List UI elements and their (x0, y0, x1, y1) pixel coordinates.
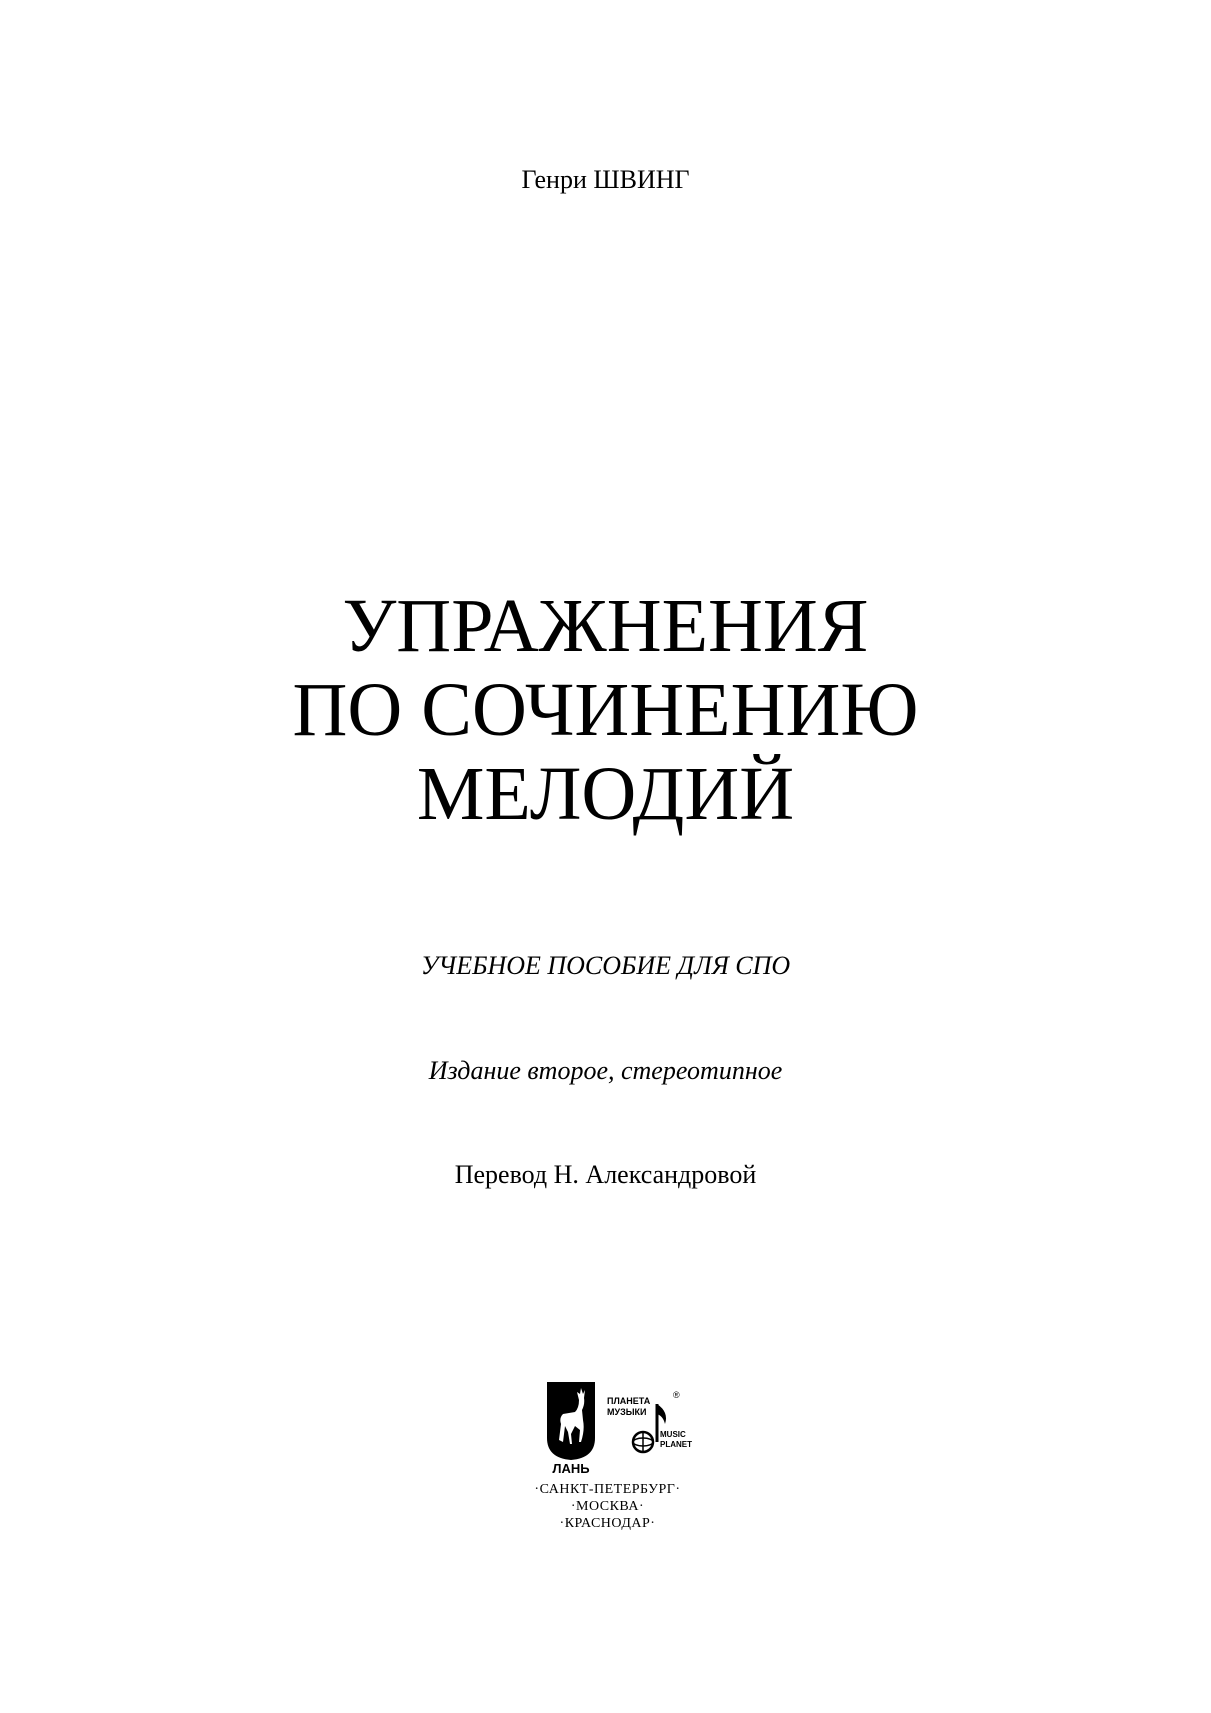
author-name: Генри ШВИНГ (521, 165, 690, 194)
city-moscow: ·МОСКВА· (570, 1499, 645, 1514)
planeta-muzyki-label: ПЛАНЕТА МУЗЫКИ (607, 1396, 651, 1417)
music-planet-label: MUSIC PLANET (660, 1430, 692, 1449)
publisher-cities (515, 1481, 700, 1532)
book-title-line-2: ПО СОЧИНЕНИЮ (292, 668, 919, 752)
translator-credit: Перевод Н. Александровой (454, 1160, 757, 1189)
lan-logo-text: ЛАНЬ (552, 1461, 590, 1476)
lan-deer-logo-icon (545, 1380, 597, 1462)
city-krasnodar: ·КРАСНОДАР· (559, 1516, 656, 1531)
book-subtitle: УЧЕБНОЕ ПОСОБИЕ ДЛЯ СПО (420, 951, 791, 980)
edition-note: Издание второе, стереотипное (428, 1056, 783, 1085)
book-title-line-1: УПРАЖНЕНИЯ (342, 584, 869, 668)
city-saint-petersburg: ·САНКТ-ПЕТЕРБУРГ· (534, 1482, 681, 1497)
publisher-imprint (515, 1380, 700, 1530)
book-title (0, 584, 1211, 836)
book-title-line-3: МЕЛОДИЙ (416, 752, 795, 836)
registered-mark: ® (673, 1390, 680, 1400)
